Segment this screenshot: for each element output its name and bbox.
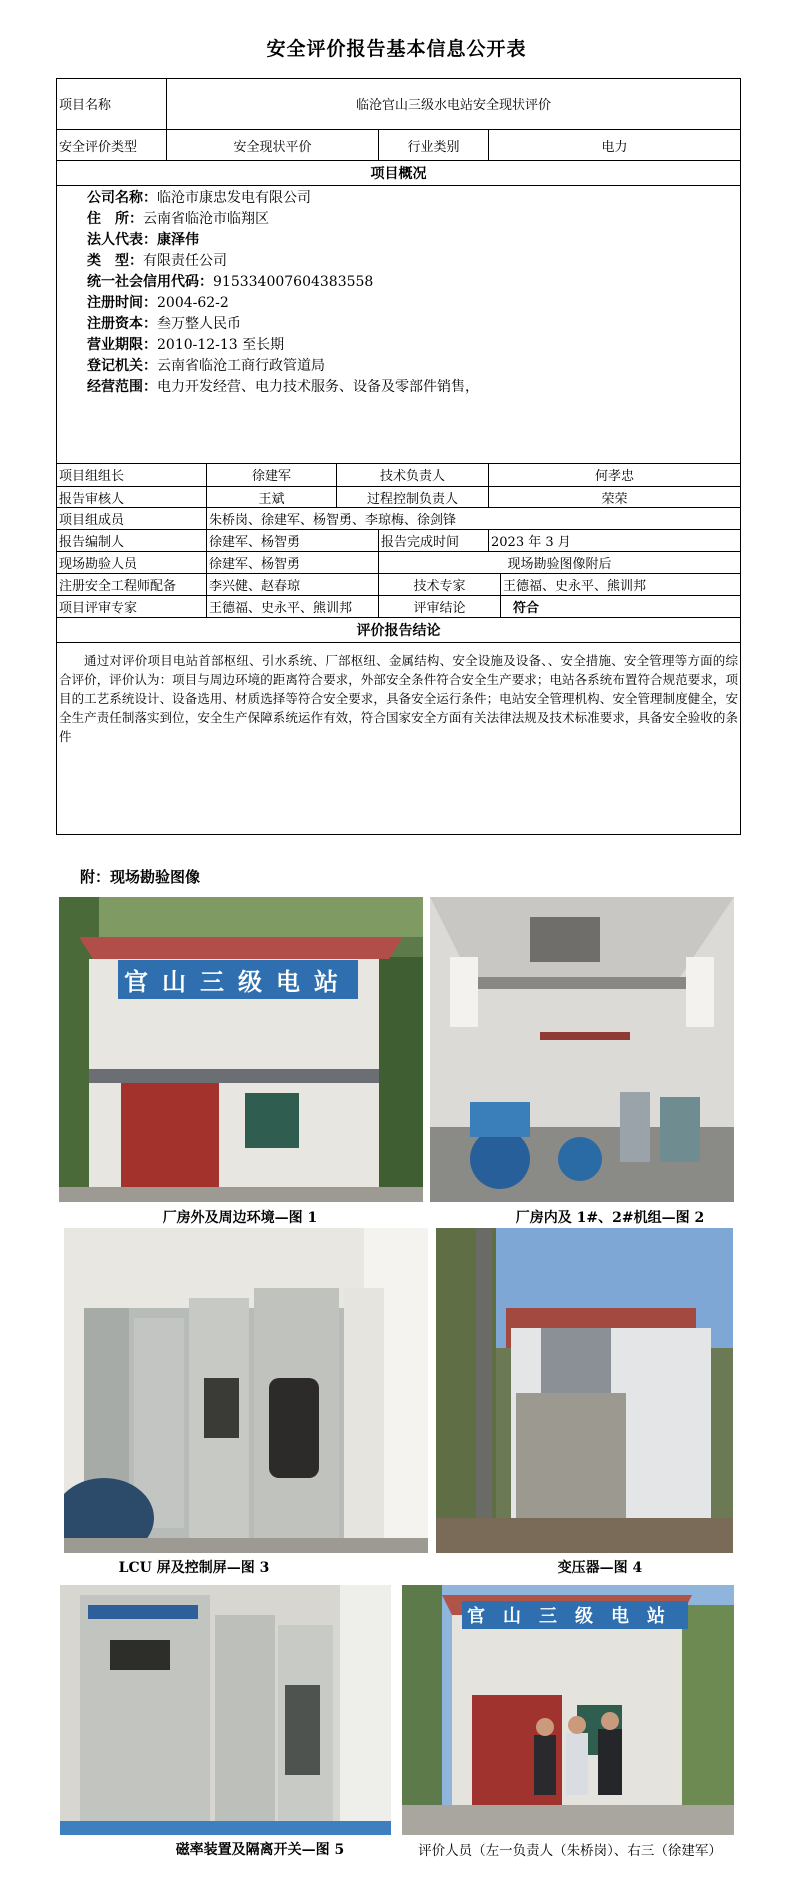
info-table — [56, 78, 741, 835]
overview-content — [57, 186, 741, 464]
project-name-label: 项目名称 — [57, 79, 167, 130]
overview-heading: 项目概况 — [57, 161, 741, 186]
sign-text-overlay-2 — [462, 1600, 712, 1630]
conclusion-content — [57, 642, 741, 834]
eval-type-value: 安全现状平价 — [167, 129, 379, 160]
completion-value: 2023 年 3 月 — [489, 530, 741, 552]
author-label: 报告编制人 — [57, 530, 207, 552]
photo-generator-units — [430, 897, 734, 1202]
photo-lcu-panels — [64, 1228, 428, 1553]
review-expert-value: 王德福、史永平、熊训邦 — [207, 596, 379, 618]
overview-line: 住 所：云南省临沧市临翔区 — [87, 211, 269, 228]
conclusion-heading: 评价报告结论 — [57, 617, 741, 642]
process-label: 过程控制负责人 — [337, 486, 489, 508]
caption-photo-6: 评价人员（左一负责人（朱桥岗）、右三（徐建军） — [418, 1843, 722, 1859]
eval-type-label: 安全评价类型 — [57, 129, 167, 160]
overview-line: 登记机关：云南省临沧工商行政管道局 — [87, 358, 325, 375]
expert-value: 王德福、史永平、熊训邦 — [501, 573, 741, 596]
survey-label: 现场勘验人员 — [57, 551, 207, 573]
caption-photo-3: LCU 屏及控制屏—图 3 — [118, 1560, 270, 1576]
overview-line: 法人代表：康泽伟 — [87, 232, 199, 249]
members-label: 项目组成员 — [57, 508, 207, 530]
overview-line: 统一社会信用代码：915334007604383558 — [87, 274, 374, 291]
caption-photo-5: 磁率装置及隔离开关—图 5 — [175, 1842, 345, 1858]
reviewer-label: 报告审核人 — [57, 486, 207, 508]
conclusion-text: 通过对评价项目电站首部枢纽、引水系统、厂部枢纽、金属结构、安全设施及设备、、安全措施、安全管理等方面的综合评价，评价认为：项目与周边环境的距离符合要求，外部安全条件符合安全生产要求；电站各系统布置符合规范要求，项目的工艺系统设计、设备选用、材质选择等符合安全要求，具备安全运行条件；电站安全管理机构、安全管理制度健全，安全生产责任制落实到位，安全生产保障系统运作有效，符合国家安全方面有关法律法规及技术标准要求，具备安全验收的条件 — [59, 652, 739, 744]
caption-photo-1: 厂房外及周边环境—图 1 — [162, 1210, 318, 1226]
members-value: 朱桥岗、徐建军、杨智勇、李琼梅、徐剑锋 — [207, 508, 741, 530]
author-value: 徐建军、杨智勇 — [207, 530, 379, 552]
survey-value: 徐建军、杨智勇 — [207, 551, 379, 573]
caption-photo-4: 变压器—图 4 — [557, 1560, 643, 1576]
process-value: 荣荣 — [489, 486, 741, 508]
industry-value: 电力 — [489, 129, 741, 160]
document-title: 安全评价报告基本信息公开表 — [266, 38, 527, 60]
engineer-label: 注册安全工程师配备 — [57, 573, 207, 596]
leader-label: 项目组组长 — [57, 464, 207, 487]
overview-line: 注册时间：2004-62-2 — [87, 295, 229, 312]
engineer-value: 李兴健、赵春琼 — [207, 573, 379, 596]
caption-photo-2: 厂房内及 1#、2#机组—图 2 — [515, 1210, 705, 1226]
appendix-title: 附：现场勘验图像 — [80, 868, 201, 886]
sign-text-overlay — [118, 957, 368, 1001]
verdict-value: 符合 — [501, 596, 741, 618]
completion-label: 报告完成时间 — [379, 530, 489, 552]
project-name-value: 临沧官山三级水电站安全现状评价 — [167, 79, 741, 130]
overview-line: 类 型：有限责任公司 — [87, 253, 227, 270]
photo-powerhouse-exterior — [59, 897, 423, 1202]
expert-label: 技术专家 — [379, 573, 501, 596]
survey-note: 现场勘验图像附后 — [379, 551, 741, 573]
overview-line: 公司名称：临沧市康忠发电有限公司 — [87, 190, 311, 207]
tech-lead-value: 何孝忠 — [489, 464, 741, 487]
tech-lead-label: 技术负责人 — [337, 464, 489, 487]
building-sign-2: 官山三级电站 — [462, 1601, 688, 1629]
building-sign: 官山三级电站 — [118, 960, 358, 999]
overview-line: 注册资本：叁万整人民币 — [87, 316, 241, 333]
industry-label: 行业类别 — [379, 129, 489, 160]
photo-transformer — [436, 1228, 733, 1553]
overview-line: 经营范围：电力开发经营、电力技术服务、设备及零部件销售， — [87, 379, 479, 396]
overview-line: 营业期限：2010-12-13 至长期 — [87, 337, 285, 354]
reviewer-value: 王斌 — [207, 486, 337, 508]
review-expert-label: 项目评审专家 — [57, 596, 207, 618]
photo-switchgear — [60, 1585, 391, 1835]
verdict-label: 评审结论 — [379, 596, 501, 618]
leader-value: 徐建军 — [207, 464, 337, 487]
